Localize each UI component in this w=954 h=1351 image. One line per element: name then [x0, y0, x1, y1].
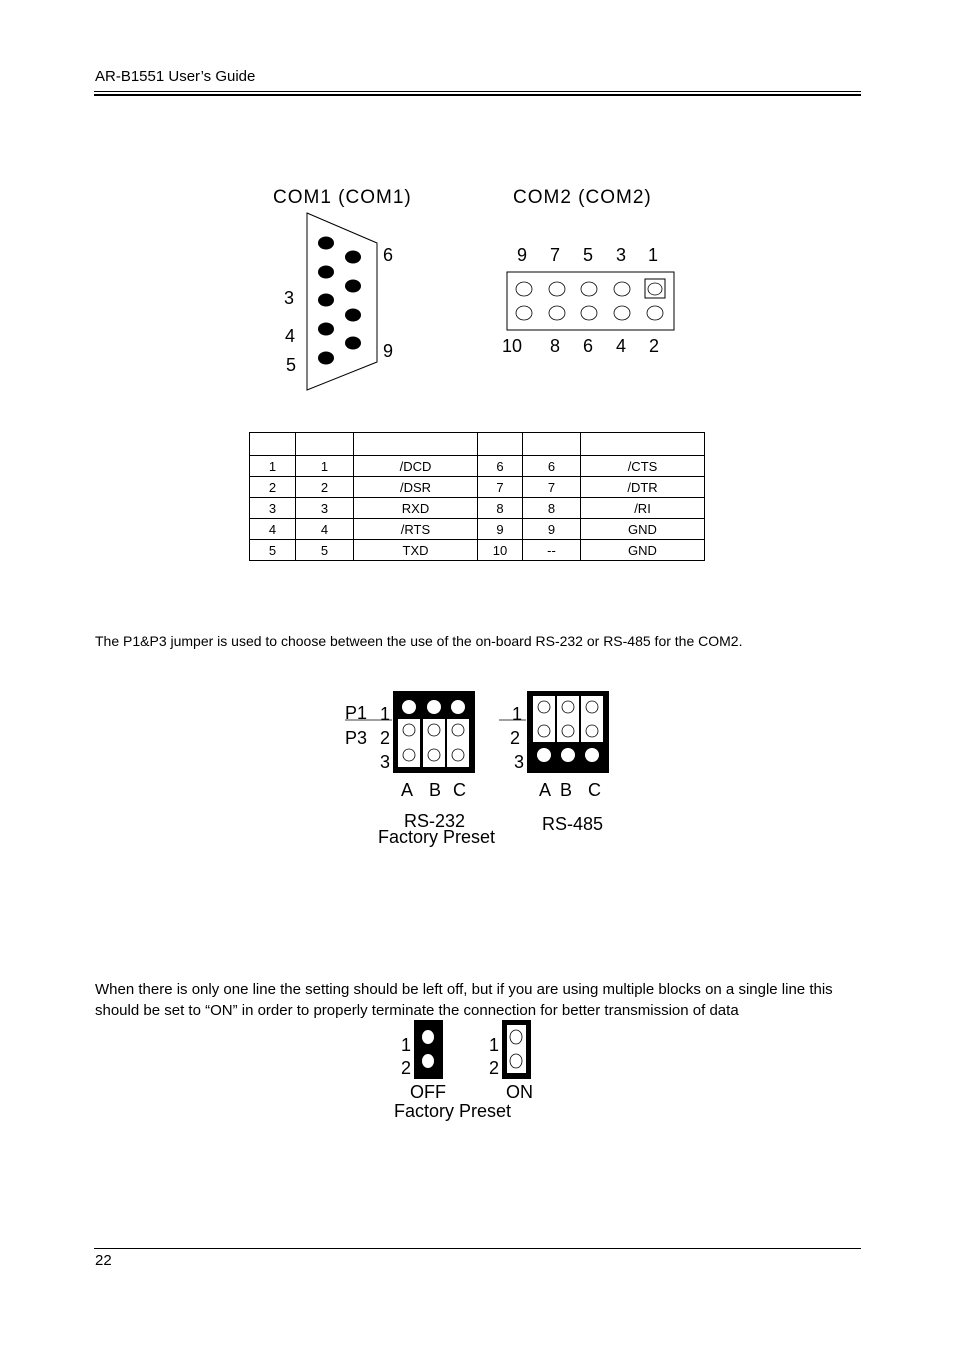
table-row	[250, 456, 705, 477]
table-cell: /CTS	[581, 456, 705, 477]
footer-rule	[94, 1248, 861, 1249]
rs485-jumper-block	[527, 691, 609, 773]
termination-description: When there is only one line the setting should be left off, but if you are using multiple blocks on a single line this should be set to “ON” in order to properly terminate the connection for better transmission of data	[95, 981, 833, 1019]
table-header-cell	[250, 433, 296, 456]
com1-label: 5	[286, 355, 297, 375]
row-label: 2	[380, 728, 391, 748]
com2-pin-label: 5	[583, 245, 594, 265]
col-label: C	[588, 780, 601, 800]
table-header-cell	[354, 433, 478, 456]
com1-pin	[345, 251, 361, 264]
table-row	[250, 477, 705, 498]
table-cell: 7	[523, 477, 581, 498]
page-number: 22	[95, 1252, 112, 1269]
off-label: OFF	[410, 1082, 446, 1102]
com1-label: 6	[383, 245, 394, 265]
com1-label: 3	[284, 288, 295, 308]
on-label: ON	[506, 1082, 533, 1102]
col-label: A	[539, 780, 552, 800]
rs485-label: RS-485	[542, 814, 604, 834]
table-cell: GND	[581, 540, 705, 561]
com1-label: 9	[383, 341, 394, 361]
term-pin-label: 2	[401, 1058, 412, 1078]
table-cell: 5	[296, 540, 354, 561]
table-cell: 8	[523, 498, 581, 519]
termination-on-jumper	[502, 1020, 531, 1079]
rs232-label: RS-232	[404, 811, 466, 831]
table-cell: RXD	[354, 498, 478, 519]
table-cell: 6	[478, 456, 523, 477]
table-header-cell	[523, 433, 581, 456]
table-cell: 1	[250, 456, 296, 477]
com-pin-table	[249, 432, 705, 561]
page-header-title: AR-B1551 User’s Guide	[95, 68, 256, 85]
com2-pin-label: 6	[583, 336, 594, 356]
factory-preset-label: Factory Preset	[378, 827, 496, 847]
row-label: 3	[514, 752, 525, 772]
col-label: B	[429, 780, 442, 800]
p3-label: P3	[345, 728, 368, 748]
table-cell: 8	[478, 498, 523, 519]
com2-pin-label: 7	[550, 245, 561, 265]
table-cell: 3	[250, 498, 296, 519]
table-row	[250, 519, 705, 540]
factory-preset-label: Factory Preset	[394, 1101, 512, 1121]
table-cell: 6	[523, 456, 581, 477]
com2-pin-label: 2	[649, 336, 660, 356]
table-cell: 2	[296, 477, 354, 498]
com2-pin-label: 9	[517, 245, 528, 265]
table-cell: /DTR	[581, 477, 705, 498]
table-cell: /RI	[581, 498, 705, 519]
col-label: B	[560, 780, 573, 800]
row-label: 1	[380, 704, 391, 724]
jumper-description: The P1&P3 jumper is used to choose between the use of the on-board RS-232 or RS-485 for the COM2.	[95, 633, 743, 649]
table-header-cell	[581, 433, 705, 456]
com1-pin	[318, 266, 334, 279]
com1-pin	[318, 352, 334, 365]
com1-pin	[345, 337, 361, 350]
col-label: A	[401, 780, 414, 800]
table-cell: TXD	[354, 540, 478, 561]
com1-pin	[345, 280, 361, 293]
table-cell: 3	[296, 498, 354, 519]
table-cell: 9	[478, 519, 523, 540]
table-cell: 2	[250, 477, 296, 498]
com2-pin-label: 1	[648, 245, 659, 265]
com1-pin	[345, 309, 361, 322]
table-header-cell	[296, 433, 354, 456]
row-label: 1	[512, 704, 523, 724]
table-cell: GND	[581, 519, 705, 540]
table-cell: /RTS	[354, 519, 478, 540]
com1-pin	[318, 237, 334, 250]
table-cell: 9	[523, 519, 581, 540]
table-cell: 7	[478, 477, 523, 498]
term-pin-label: 2	[489, 1058, 500, 1078]
com2-title: COM2 (COM2)	[513, 187, 652, 208]
com2-pin-label: 4	[616, 336, 627, 356]
table-cell: /DSR	[354, 477, 478, 498]
com1-db9-connector	[307, 213, 377, 390]
col-label: C	[453, 780, 466, 800]
table-header-row	[250, 433, 705, 456]
term-pin-label: 1	[489, 1035, 500, 1055]
com1-pin	[318, 323, 334, 336]
com1-pin	[318, 294, 334, 307]
table-cell: --	[523, 540, 581, 561]
table-cell: 1	[296, 456, 354, 477]
com2-header-connector	[507, 272, 674, 330]
table-cell: 4	[250, 519, 296, 540]
com1-title: COM1 (COM1)	[273, 187, 412, 208]
table-cell: 10	[478, 540, 523, 561]
com1-label: 4	[285, 326, 296, 346]
com2-pin-label: 10	[502, 336, 523, 356]
termination-off-jumper	[414, 1020, 443, 1079]
term-pin-label: 1	[401, 1035, 412, 1055]
row-label: 2	[510, 728, 521, 748]
rs232-jumper-block	[393, 691, 475, 773]
com2-pin-label: 8	[550, 336, 561, 356]
com2-pin-label: 3	[616, 245, 627, 265]
table-cell: 4	[296, 519, 354, 540]
table-header-cell	[478, 433, 523, 456]
row-label: 3	[380, 752, 391, 772]
table-cell: /DCD	[354, 456, 478, 477]
table-row	[250, 498, 705, 519]
table-row	[250, 540, 705, 561]
p1-label: P1	[345, 703, 368, 723]
table-cell: 5	[250, 540, 296, 561]
